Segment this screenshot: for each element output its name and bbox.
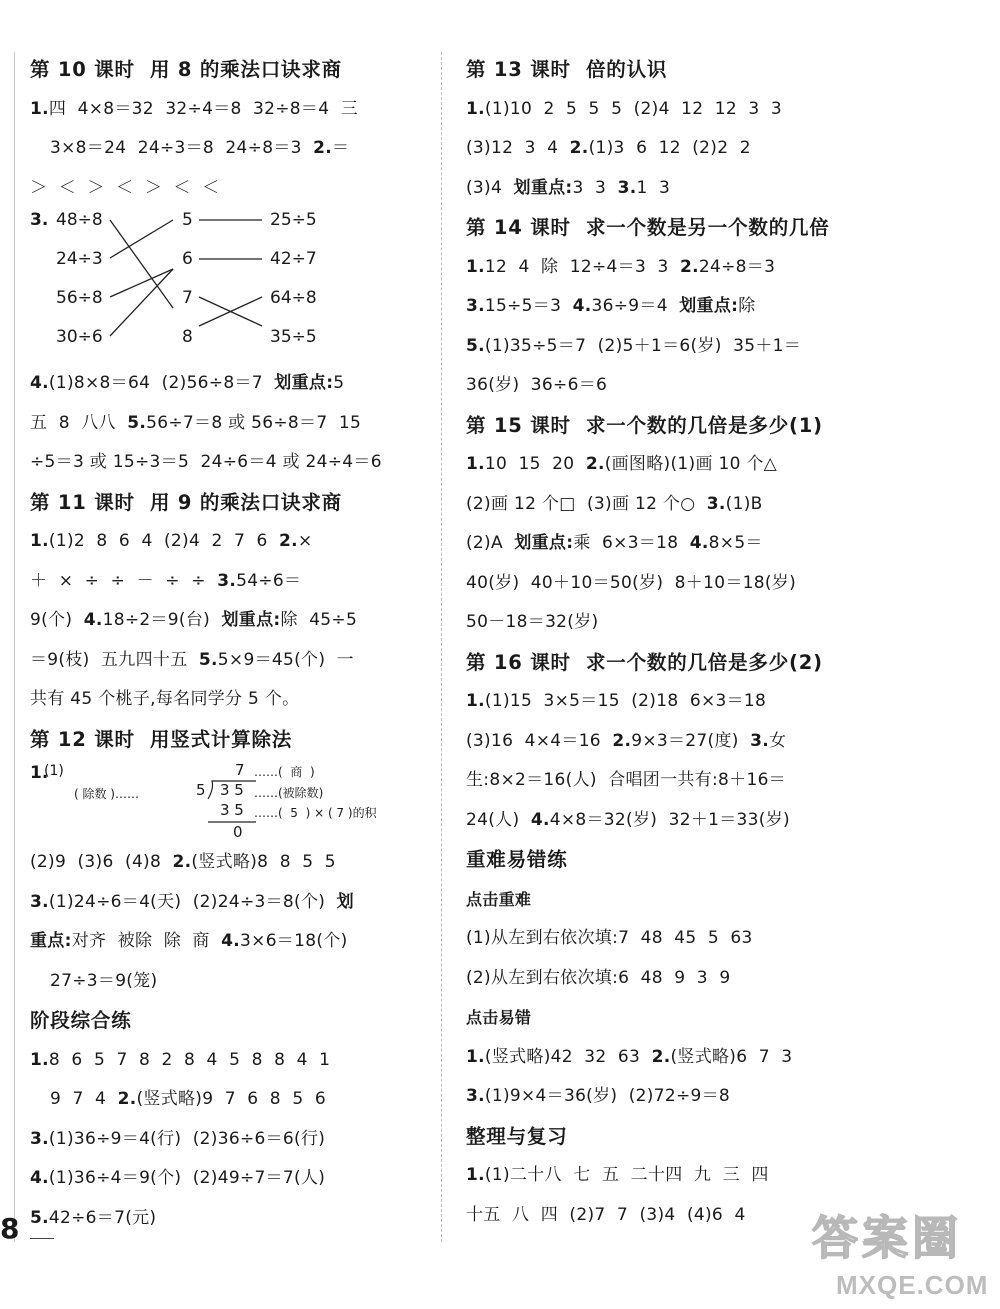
answer-text: 乘 6×3＝18 [573, 533, 690, 553]
answer-text: 9 7 4 [50, 1089, 118, 1109]
lesson-11-line-4 [30, 641, 430, 681]
column-divider [441, 52, 442, 1242]
answer-text: ＝ [332, 138, 350, 158]
item-number: 1. [466, 256, 485, 277]
answer-text: 5 [333, 373, 345, 393]
division-divisor: 5 [196, 781, 206, 799]
watermark-text-bottom: MXQE.COM [836, 1270, 989, 1300]
answer-text: 15÷5＝3 [484, 296, 573, 316]
answer-text: 3×6＝18(个) [240, 931, 348, 951]
answer-text: (1)3 6 12 (2)2 2 [588, 138, 751, 158]
answer-text: 四 4×8＝32 32÷4＝8 32÷8＝4 三 [48, 98, 359, 119]
stage-practice-heading: 阶段综合练 [30, 1009, 132, 1032]
right-column [466, 50, 886, 1235]
item-number: 4. [572, 296, 592, 316]
match-line-24div3-to-8-a [110, 220, 173, 258]
lesson-13-heading: 第 13 课时 倍的认识 [466, 58, 668, 81]
answer-text: (3)16 4×4＝16 [466, 730, 613, 751]
answer-text: (1)36÷4＝9(个) (2)49÷7＝7(人) [48, 1168, 326, 1188]
answer-text: × [297, 531, 313, 551]
answer-text: 五 8 八八 [30, 412, 128, 433]
match-mid-3: 7 [182, 288, 193, 308]
summary-line-2: 十五 八 四 (2)7 7 (3)4 (4)6 4 [466, 1204, 746, 1225]
answer-text: (2)画 12 个□ (3)画 12 个○ [466, 493, 707, 514]
item-number: 4. [83, 610, 103, 630]
lesson-12-line-3 [30, 883, 430, 923]
answer-text: 36÷9＝4 [591, 296, 680, 316]
division-dividend: 3 5 [220, 781, 244, 799]
item-number: 1. [466, 98, 485, 119]
answer-text: 9×3＝27(度) [631, 730, 751, 751]
lesson-11-line-3 [30, 601, 430, 641]
lesson-15-line-3 [466, 524, 886, 564]
quotient-label: ……( 商 ) [254, 765, 315, 779]
answer-text: (1)35÷5＝7 (2)5＋1＝6(岁) 35＋1＝ [484, 335, 802, 356]
answer-text: 42÷6＝7(元) [48, 1207, 157, 1228]
stage-line-2 [30, 1080, 430, 1120]
lesson-10-line-2 [30, 129, 430, 169]
page-number: 8 [0, 1212, 20, 1245]
division-remainder: 0 [233, 823, 243, 841]
answer-text: 54÷6＝ [236, 570, 302, 591]
lesson-14-line-2 [466, 287, 886, 327]
lesson-15-line-5: 50－18＝32(岁) [466, 612, 599, 632]
answer-text: (3)4 [466, 177, 514, 198]
item-number: 5. [30, 1207, 49, 1228]
lesson-13-line-2 [466, 129, 886, 169]
stage-line-1 [30, 1041, 430, 1081]
lesson-10-heading: 第 10 课时 用 8 的乘法口诀求商 [30, 58, 342, 81]
answer-text: (竖式略)42 32 63 [484, 1046, 652, 1067]
item-number: 3. [30, 1128, 49, 1149]
item-number: 3. [30, 891, 49, 912]
item-number: 1. [466, 454, 485, 474]
lesson-15-line-1 [466, 445, 886, 485]
stage-line-5 [30, 1199, 430, 1239]
item-number: 1. [466, 1165, 485, 1185]
division-bracket-line [208, 781, 256, 799]
common-mistakes-subheading: 点击易错 [466, 1008, 532, 1027]
item-number: 4. [530, 809, 550, 830]
item-number: 2. [680, 256, 699, 277]
lesson-11-line-1 [30, 522, 430, 562]
lesson-14-line-1 [466, 248, 886, 288]
answer-text: 9(个) [30, 610, 84, 630]
item-number: 3. [466, 296, 485, 316]
key-point-label: 划重点: [221, 610, 281, 630]
answer-text: 女 [769, 730, 787, 751]
lesson-12-line-4 [30, 922, 430, 962]
answer-text: 8 6 5 7 8 2 8 4 5 8 8 4 1 [48, 1049, 331, 1070]
left-column [30, 50, 430, 1238]
matching-diagram [30, 208, 360, 364]
match-left-2: 24÷3 [56, 249, 103, 269]
item-number: 2. [651, 1046, 671, 1067]
summary-heading: 整理与复习 [466, 1124, 568, 1148]
lesson-16-line-3: 生:8×2＝16(人) 合唱团一共有:8＋16＝ [466, 770, 786, 790]
summary-line-1 [466, 1156, 886, 1196]
match-right-4: 35÷5 [270, 327, 317, 347]
key-point-label: 划重点: [513, 177, 573, 198]
answer-text: 24(人) [466, 809, 531, 830]
key-point-label: 划重点: [274, 373, 334, 393]
answer-text: 10 15 20 [484, 454, 586, 474]
lesson-13-line-3 [466, 169, 886, 209]
review-line-3 [466, 1038, 886, 1078]
answer-text: 1 3 [636, 177, 671, 198]
answer-text: (1)二十八 七 五 二十四 九 三 四 [484, 1165, 769, 1185]
answer-text: 5×9＝45(个) 一 [217, 649, 354, 670]
lesson-11-line-2 [30, 562, 430, 602]
lesson-12-heading: 第 12 课时 用竖式计算除法 [30, 727, 293, 751]
answer-text: (竖式略)9 7 6 8 5 6 [136, 1089, 326, 1109]
answer-text: 对齐 被除 除 商 [71, 931, 222, 951]
item-number: 3. [617, 177, 637, 198]
division-product: 3 5 [220, 801, 244, 819]
answer-text: 12 4 除 12÷4＝3 3 [484, 256, 680, 277]
item-number: 4. [689, 533, 709, 553]
answer-text: (1)36÷9＝4(行) (2)36÷6＝6(行) [48, 1128, 326, 1149]
item-number: 3. [706, 493, 726, 514]
answer-text: 18÷2＝9(台) [102, 610, 222, 630]
item-number: 5. [466, 335, 485, 356]
answer-text: (竖式略)6 7 3 [670, 1046, 793, 1067]
item-number: 2. [313, 138, 333, 158]
item-number: 3. [750, 730, 770, 751]
division-quotient: 7 [235, 761, 245, 779]
answer-text: (2)A [466, 533, 515, 553]
answer-text: (竖式略)8 8 5 5 [191, 852, 336, 872]
divisor-label: ( 除数 )…… [74, 787, 139, 801]
item-number: 3. [217, 570, 237, 591]
long-division-diagram [30, 759, 430, 843]
match-left-1: 48÷8 [56, 210, 103, 230]
left-margin-rule [14, 52, 15, 1242]
item-number: 2. [612, 730, 632, 751]
answer-text: 除 [738, 296, 756, 316]
answer-text: 8×5＝ [708, 533, 763, 553]
key-point-label: 重点: [30, 931, 72, 951]
match-mid-1: 5 [182, 210, 193, 230]
answer-text: 24÷8＝3 [698, 256, 776, 277]
lesson-15-line-2 [466, 485, 886, 525]
lesson-15-heading: 第 15 课时 求一个数的几倍是多少(1) [466, 413, 823, 437]
item-number: 1. [30, 531, 49, 551]
lesson-16-line-1 [466, 682, 886, 722]
answer-text: 除 45÷5 [280, 610, 358, 630]
answer-text: (1)9×4＝36(岁) (2)72÷9＝8 [484, 1086, 731, 1106]
review-line-2: (2)从左到右依次填:6 48 9 3 9 [466, 967, 731, 988]
lesson-10-line-1 [30, 90, 430, 130]
answer-text: 4×8＝32(岁) 32＋1＝33(岁) [549, 809, 790, 830]
lesson-11-line-5: 共有 45 个桃子,每名同学分 5 个。 [30, 689, 300, 709]
item-number: 2. [585, 454, 605, 474]
dividend-label: ……(被除数) [254, 786, 324, 800]
item-number: 5. [198, 649, 218, 670]
item-number: 2. [569, 138, 589, 158]
item-number: 2. [172, 852, 192, 872]
product-label: ……( 5 ) × ( 7 )的积 [254, 806, 377, 820]
lesson-13-line-1 [466, 90, 886, 130]
item-number: 1. [466, 691, 485, 711]
item-number: 4. [30, 373, 49, 393]
stage-line-3 [30, 1120, 430, 1160]
item-number: 5. [127, 412, 147, 433]
answer-text: (画图略)(1)画 10 个△ [604, 454, 778, 474]
answer-text: 56÷7＝8 或 56÷8＝7 15 [146, 412, 362, 433]
answer-text: 3 3 [572, 177, 618, 198]
answer-text: (1)8×8＝64 (2)56÷8＝7 [48, 373, 275, 393]
match-line-48div8-to-6 [110, 220, 173, 308]
key-point-label: 划重点: [679, 296, 739, 316]
lesson-11-heading: 第 11 课时 用 9 的乘法口诀求商 [30, 490, 342, 514]
item-number: 4. [221, 931, 241, 951]
answer-text: (2)9 (3)6 (4)8 [30, 852, 173, 872]
item-number: 2. [117, 1089, 137, 1109]
answer-text: 3×8＝24 24÷3＝8 24÷8＝3 [50, 138, 314, 158]
key-point-label: 划重点: [514, 533, 574, 553]
item-number: 4. [30, 1168, 49, 1188]
match-left-4: 30÷6 [56, 327, 103, 347]
match-right-1: 25÷5 [270, 210, 317, 230]
watermark-text-top: 答案圈 [812, 1211, 962, 1265]
match-left-3: 56÷8 [56, 288, 103, 308]
item-number: 1. [466, 1046, 485, 1067]
lesson-16-line-2 [466, 722, 886, 762]
item-number: 2. [279, 531, 298, 551]
lesson-14-heading: 第 14 课时 求一个数是另一个数的几倍 [466, 216, 830, 239]
lesson-10-line-5 [30, 404, 430, 444]
lesson-12-line-2 [30, 843, 430, 883]
item-number: 1. [30, 1049, 49, 1070]
answer-text: ＋ × ÷ ÷ － ÷ ÷ [30, 570, 218, 591]
page-number-dash [30, 1238, 54, 1239]
answer-text: ＝9(枝) 五九四十五 [30, 649, 199, 670]
lesson-14-line-3 [466, 327, 886, 367]
item-number: 1. [30, 763, 49, 783]
lesson-14-line-4: 36(岁) 36÷6＝6 [466, 375, 608, 395]
review-line-4 [466, 1077, 886, 1117]
match-right-3: 64÷8 [270, 288, 317, 308]
item-number: 1. [30, 98, 49, 119]
answer-text: (1)B [725, 493, 763, 514]
lesson-12-line-5: 27÷3＝9(笼) [50, 970, 158, 991]
match-line-56div8-to-7 [110, 269, 173, 297]
review-heading: 重难易错练 [466, 848, 568, 871]
answer-text: (1)2 8 6 4 (2)4 2 7 6 [48, 531, 280, 551]
match-mid-2: 6 [182, 249, 193, 269]
answer-text: (1)24÷6＝4(天) (2)24÷3＝8(个) [48, 891, 337, 912]
lesson-10-line-4 [30, 364, 430, 404]
stage-line-4 [30, 1159, 430, 1199]
sub-question-label: (1) [44, 763, 64, 779]
lesson-16-heading: 第 16 课时 求一个数的几倍是多少(2) [466, 650, 823, 674]
match-line-30div6-to-5 [110, 269, 173, 336]
match-mid-4: 8 [182, 327, 193, 347]
lesson-15-line-4: 40(岁) 40＋10＝50(岁) 8＋10＝18(岁) [466, 572, 797, 593]
answer-text: (3)12 3 4 [466, 138, 570, 158]
match-right-2: 42÷7 [270, 249, 317, 269]
lesson-10-line-6: ÷5＝3 或 15÷3＝5 24÷6＝4 或 24÷4＝6 [30, 452, 382, 472]
division-bracket [30, 759, 430, 843]
key-point-label: 划 [336, 891, 354, 912]
watermark-logo [812, 1200, 1000, 1309]
review-line-1: (1)从左到右依次填:7 48 45 5 63 [466, 928, 753, 948]
lesson-16-line-4 [466, 801, 886, 841]
item-number: 3. [466, 1086, 485, 1106]
lesson-10-line-3: ＞ ＜ ＞ ＜ ＞ ＜ ＜ [30, 177, 220, 198]
item-number: 3. [30, 210, 49, 230]
answer-text: (1)15 3×5＝15 (2)18 6×3＝18 [484, 691, 767, 711]
answer-text: (1)10 2 5 5 5 (2)4 12 12 3 3 [484, 98, 783, 119]
key-difficulty-subheading: 点击重难 [466, 889, 532, 909]
